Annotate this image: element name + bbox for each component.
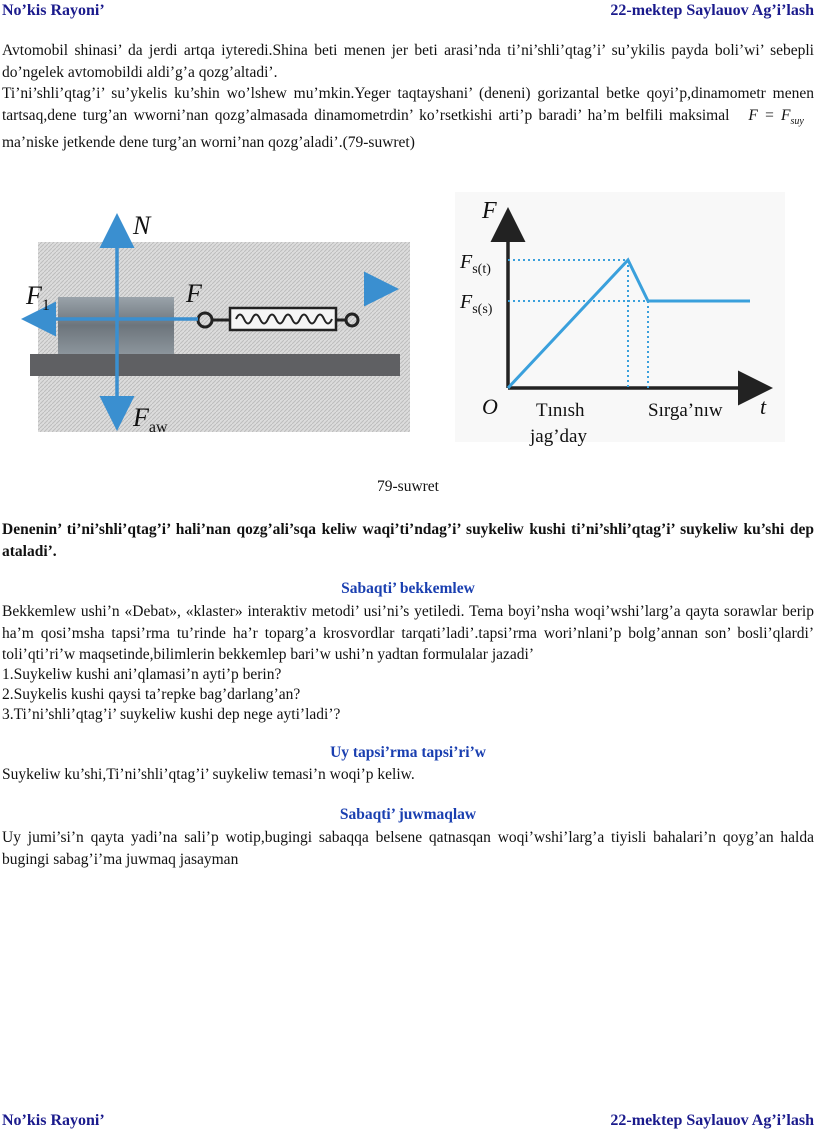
- section-title-conclusion: Sabaqti’ juwmaqlaw: [339, 806, 477, 823]
- label-Fst-main: F: [460, 251, 473, 273]
- formula-text: F = F: [748, 106, 791, 124]
- label-slide: Sırga’nıw: [648, 400, 723, 421]
- label-rest-2: jag’day: [530, 426, 587, 447]
- figure-caption: 79-suwret: [377, 478, 439, 495]
- label-Faw-sub: aw: [148, 419, 168, 436]
- graph-background: [455, 192, 785, 442]
- axis-label-F: F: [482, 198, 497, 224]
- definition-paragraph: Denenin’ ti’ni’shli’qtag’i’ hali’nan qozg’ali’sqa keliw waqi’ti’ndag’i’ suykeliw kushi ti’ni’shli’qtag’i’ suykeliw ku’shi dep ataladi’.: [2, 521, 814, 560]
- intro-paragraph-1: Avtomobil shinasi’ da jerdi artqa iyteredi.Shina beti menen jer beti arasi’nda ti’ni’shli’qtag’i’ su’ykilis payda boli’wi’ sebepli do’ngelek avtomobildi aldi’g’a qozg’altadi’.: [2, 42, 814, 81]
- question-2: 2.Suykelis kushi qaysi ta’repke bag’darlang’an?: [2, 686, 301, 703]
- footer-left: No’kis Rayoni’: [2, 1112, 105, 1129]
- question-3: 3.Ti’ni’shli’qtag’i’ suykeliw kushi dep nege ayti’ladi’?: [2, 706, 341, 723]
- intro-paragraph-2-end: ma’niske jetkende dene turg’an worni’nan qozg’aladi’.(79-suwret): [2, 134, 415, 152]
- section-title-homework: Uy tapsi’rma tapsi’ri’w: [330, 744, 486, 761]
- label-Faw-main: F: [133, 403, 149, 432]
- label-F: F: [186, 279, 202, 308]
- intro-paragraph-2-start: Ti’ni’shli’qtag’i’ su’ykelis ku’shin wo’lshew mu’mkin.Yeger taqtayshani’ (deneni) gorizantal betke qoyi’p,dinamometr menen tartsaq,dene turg’an wworni’nan qozg’almasada dinamometrdin’ ko’rsetkishi arti’p baradi’ ha’m belfili maksimal: [2, 85, 814, 124]
- label-rest-1: Tınısh: [536, 400, 585, 421]
- footer-right: 22-mektep Saylauov Ag’i’lash: [610, 1112, 814, 1129]
- homework-paragraph: Suykeliw ku’shi,Ti’ni’shli’qtag’i’ suykeliw temasi’n woqi’p keliw.: [2, 766, 415, 783]
- header-right: 22-mektep Saylauov Ag’i’lash: [610, 2, 814, 19]
- label-Fss-sub: s(s): [472, 302, 493, 317]
- question-1: 1.Suykeliw kushi ani’qlamasi’n ayti’p berin?: [2, 666, 282, 683]
- max-force-formula: [748, 106, 804, 127]
- label-t: t: [760, 394, 767, 419]
- formula-subscript: suy: [790, 115, 804, 127]
- conclusion-paragraph: Uy jumi’si’n qayta yadi’na sali’p wotip,bugingi sabaqqa belsene qatnasqan woqi’wshi’larg’a tiyisli bahalari’n qoyg’an halda bugingi sabag’i’ma juwmaq jasayman: [2, 829, 814, 868]
- force-time-graph: [450, 192, 790, 457]
- intro-paragraph-2: [2, 83, 814, 154]
- section-title-consolidation: Sabaqti’ bekkemlew: [341, 580, 475, 597]
- friction-force-diagram: [0, 192, 410, 442]
- label-origin: O: [482, 394, 498, 419]
- label-F1-main: F: [26, 281, 42, 310]
- label-Fst-sub: s(t): [472, 262, 491, 277]
- page-footer: [0, 1112, 816, 1136]
- ground-surface: [30, 354, 400, 376]
- consolidation-paragraph: Bekkemlew ushi’n «Debat», «klaster» interaktiv metodi’ usi’ni’s yetiledi. Tema boyi’nsha woqi’wshi’larg’a qayta sorawlar berip ha’m qosi’msha tapsi’rma tu’rinde ha’r toparg’a krosvordlar tarqati’ladi’.tapsi’rma wori’nlani’p bolg’annan son’ bosli’qlardi’ toli’qti’ri’w maqsetinde,bilimlerin bekkemlep bari’w ushi’n yadtan formulalar jazadi’: [2, 603, 814, 663]
- label-N: N: [133, 211, 151, 240]
- label-Fss-main: F: [460, 291, 473, 313]
- page-header: [0, 2, 816, 26]
- header-left: No’kis Rayoni’: [2, 2, 105, 19]
- label-F1-sub: 1: [41, 297, 50, 314]
